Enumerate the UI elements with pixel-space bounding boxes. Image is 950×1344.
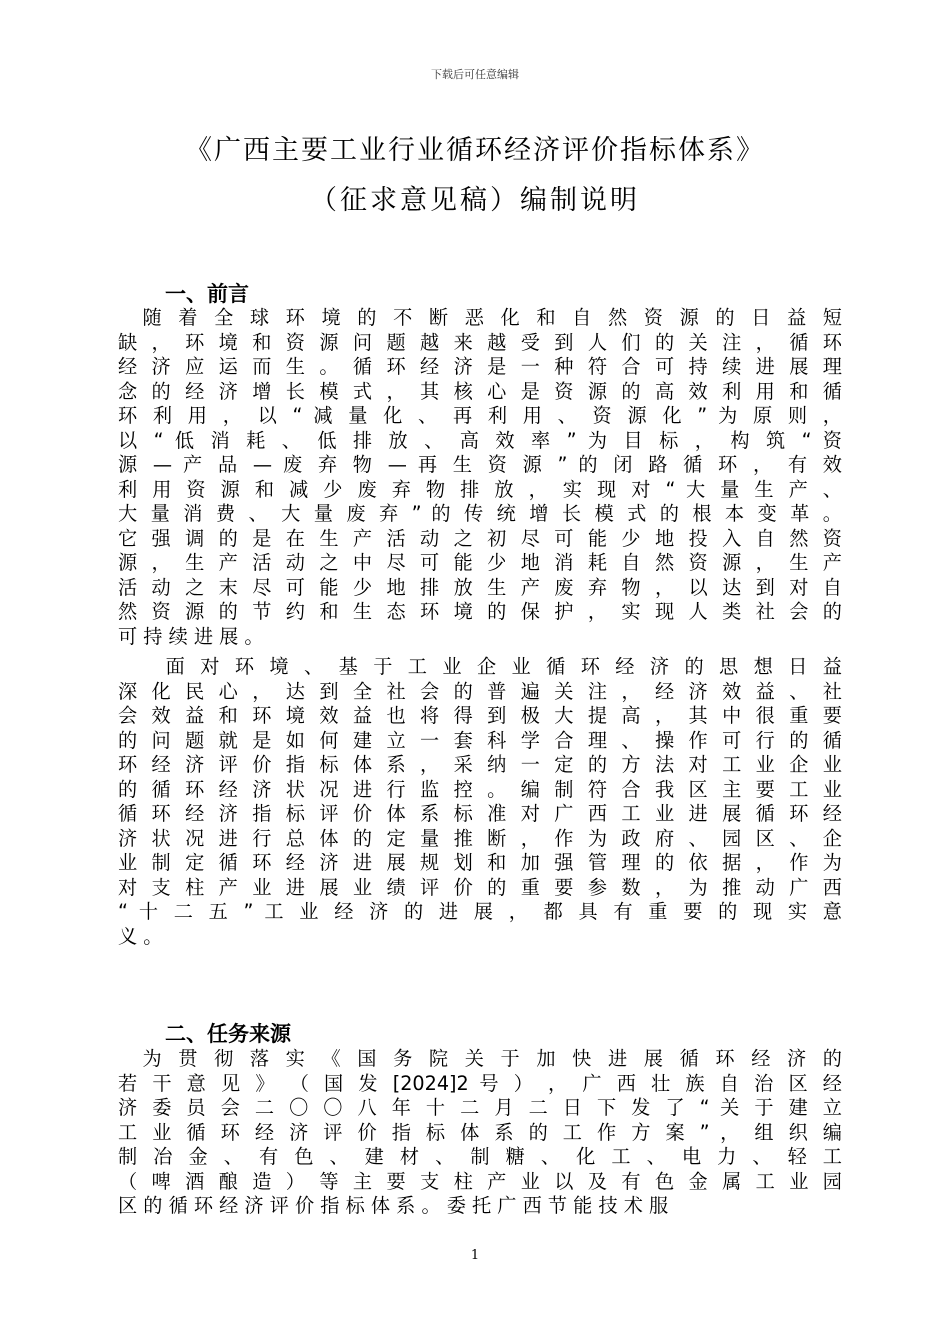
text-line: 济 委 员 会 二 〇 〇 八 年 十 二 月 二 日 下 发 了 “ 关 于 建 立 [118,1096,842,1119]
page-number: 1 [470,1248,480,1263]
paragraph-preface-1 [118,306,842,649]
text-line: 工 业 循 环 经 济 评 价 指 标 体 系 的 工 作 方 案 ” ， 组 织 编 [118,1120,842,1144]
document-title-line-1: 《广西主要工业行业循环经济评价指标体系》 [185,135,765,166]
text-line: （ 啤 酒 酿 造 ） 等 主 要 支 柱 产 业 以 及 有 色 金 属 工 业 园 [118,1169,842,1193]
text-line: 为 贯 彻 落 实 《 国 务 院 关 于 加 快 进 展 循 环 经 济 的 [118,1047,842,1070]
text-line: 活 动 之 末 尽 可 能 少 地 排 放 生 产 废 弃 物 ， 以 达 到 对 自 [118,575,842,599]
text-line: 业 制 定 循 环 经 济 进 展 规 划 和 加 强 管 理 的 依 据 ， 作 为 [118,851,842,874]
text-line: 济 状 况 进 行 总 体 的 定 量 推 断 ， 作 为 政 府 、 园 区 、 企 [118,826,842,850]
text-line: 然 资 源 的 节 约 和 生 态 环 境 的 保 护 ， 实 现 人 类 社 会 的 [118,600,842,623]
text-line: 的 循 环 经 济 状 况 进 行 监 控 。 编 制 符 合 我 区 主 要 工 业 [118,777,842,801]
text-line: 利 用 资 源 和 减 少 废 弃 物 排 放 ， 实 现 对 “ 大 量 生 产 、 [118,477,842,501]
text-line: 源 ， 生 产 活 动 之 中 尽 可 能 少 地 消 耗 自 然 资 源 ， 生 产 [118,551,842,574]
text-line: 若 干 意 见 》 （ 国 发 [2024]2 号 ） ， 广 西 壮 族 自 治 区 经 [118,1071,842,1095]
section-heading-task-source: 二、任务来源 [165,1022,291,1046]
text-line: 缺 ， 环 境 和 资 源 问 题 越 来 越 受 到 人 们 的 关 注 ， 循 环 [118,330,842,354]
text-line: 的 问 题 就 是 如 何 建 立 一 套 科 学 合 理 、 操 作 可 行 的 循 [118,728,842,752]
text-line: 经 济 应 运 而 生 。 循 环 经 济 是 一 种 符 合 可 持 续 进 展 理 [118,355,842,378]
text-line: 会 效 益 和 环 境 效 益 也 将 得 到 极 大 提 高 ， 其 中 很 重 要 [118,704,842,727]
text-line: 义 。 [118,924,163,948]
document-title-line-2: （征求意见稿）编制说明 [310,185,640,216]
text-line: 以 “ 低 消 耗 、 低 排 放 、 高 效 率 ” 为 目 标 ， 构 筑 “ 资 [118,428,842,452]
section-heading-preface: 一、前言 [165,282,249,306]
text-line: “ 十 二 五 ” 工 业 经 济 的 进 展 ， 都 具 有 重 要 的 现 实 意 [118,900,842,923]
text-line: 深 化 民 心 ， 达 到 全 社 会 的 普 遍 关 注 ， 经 济 效 益 、 社 [118,679,842,703]
text-line: 面 对 环 境 、 基 于 工 业 企 业 循 环 经 济 的 思 想 日 益 [118,655,842,678]
text-line: 源 — 产 品 — 废 弃 物 — 再 生 资 源 ” 的 闭 路 循 环 ， 有 效 [118,453,842,476]
header-note: 下载后可任意编辑 [431,68,519,81]
paragraph-task-source-1 [118,1047,842,1219]
text-line: 环 利 用 ， 以 “ 减 量 化 、 再 利 用 、 资 源 化 ” 为 原 则 ， [118,404,842,427]
text-line: 随 着 全 球 环 境 的 不 断 恶 化 和 自 然 资 源 的 日 益 短 [118,306,842,329]
text-line: 它 强 调 的 是 在 生 产 活 动 之 初 尽 可 能 少 地 投 入 自 然 资 [118,526,842,550]
text-line: 对 支 柱 产 业 进 展 业 绩 评 价 的 重 要 参 数 ， 为 推 动 广 西 [118,875,842,899]
text-line: 环 经 济 评 价 指 标 体 系 ， 采 纳 一 定 的 方 法 对 工 业 企 业 [118,753,842,776]
text-line: 循 环 经 济 指 标 评 价 体 系 标 准 对 广 西 工 业 进 展 循 环 经 [118,802,842,825]
text-line: 区 的 循 环 经 济 评 价 指 标 体 系 。 委 托 广 西 节 能 技 术 服 [118,1194,669,1217]
text-line: 念 的 经 济 增 长 模 式 ， 其 核 心 是 资 源 的 高 效 利 用 和 循 [118,379,842,403]
text-line: 可 持 续 进 展 。 [118,624,264,648]
text-line: 制 冶 金 、 有 色 、 建 材 、 制 糖 、 化 工 、 电 力 、 轻 工 [118,1145,842,1168]
text-line: 大 量 消 费 、 大 量 废 弃 ” 的 传 统 增 长 模 式 的 根 本 变 革 。 [118,502,842,525]
paragraph-preface-2 [118,655,842,949]
